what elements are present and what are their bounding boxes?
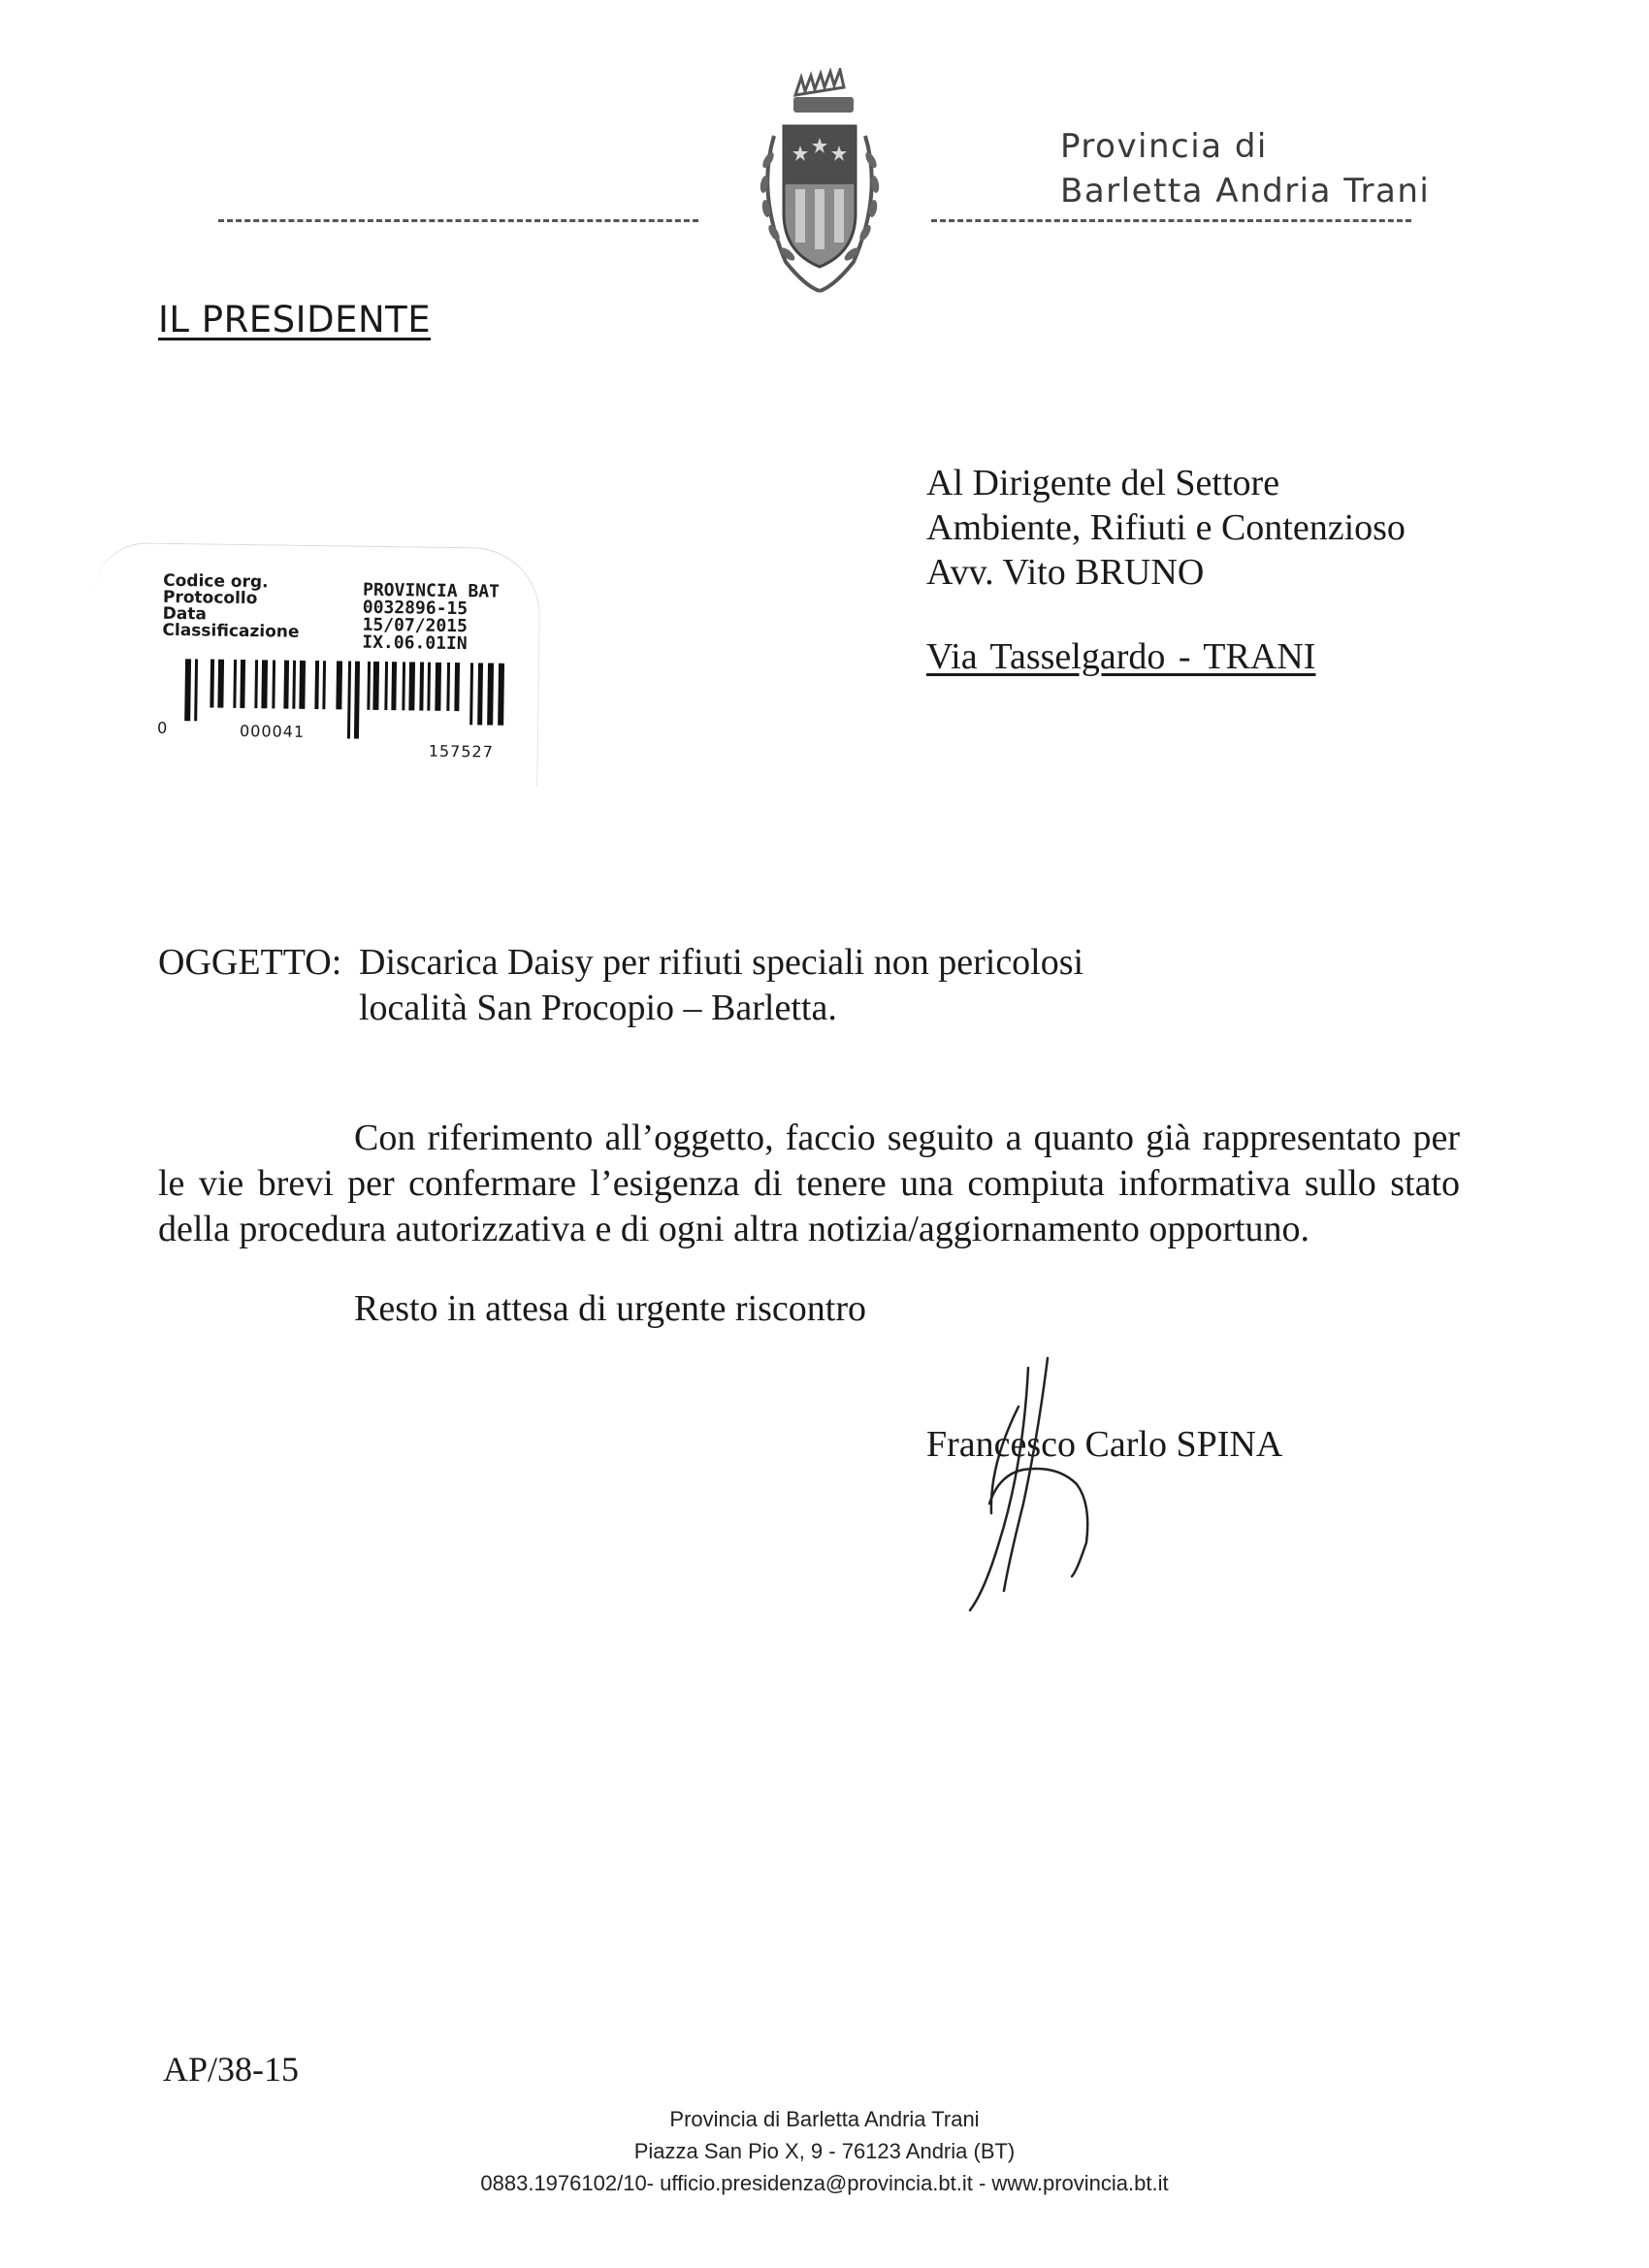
protocol-value: IX.06.01IN [362,632,468,655]
subject-line-2: località San Procopio – Barletta. [359,988,837,1028]
addressee-line-1: Al Dirigente del Settore [926,463,1280,503]
protocol-key: Data [162,603,208,625]
protocol-value: 0032896-15 [362,597,469,620]
addressee-block [926,461,1406,595]
subject-label: OGGETTO: [158,942,342,983]
protocol-label-values [362,579,501,655]
office-title: IL PRESIDENTE [158,299,432,340]
barcode-number-right: 157527 [428,741,494,761]
header-rule-right [931,219,1411,222]
protocol-key: Codice org. [163,570,269,593]
signer-name: Francesco Carlo SPINA [926,1424,1283,1465]
closing-line: Resto in attesa di urgente riscontro [354,1288,867,1329]
barcode-number-left: 000041 [239,721,306,741]
protocol-value: PROVINCIA BAT [362,579,501,602]
handwritten-signature-icon [931,1348,1135,1620]
province-name [1060,124,1430,213]
footer-line-2: Piazza San Pio X, 9 - 76123 Andria (BT) [633,2139,1016,2163]
document-reference: AP/38-15 [163,2050,300,2089]
protocol-key: Classificazione [162,620,300,642]
subject-line-1: Discarica Daisy per rifiuti speciali non pericolosi [359,942,1084,983]
province-line-1: Provincia di [1060,127,1268,166]
protocol-key: Protocollo [162,587,258,609]
addressee-line-2: Ambiente, Rifiuti e Contenzioso [926,507,1406,548]
protocol-label [90,542,540,787]
protocol-label-keys [162,570,300,642]
barcode-icon [163,659,533,741]
header-rule-left [218,219,698,222]
body-paragraph: Con riferimento all’oggetto, faccio seguito a quanto già rappresentato per le vie brevi per confermare l’esigenza di tenere una compiuta informativa sullo stato della procedura autorizzativa e di ogni altra notizia/aggiornamento opportuno. [158,1118,1460,1249]
coat-of-arms-icon [728,68,912,301]
addressee-street: Via Tasselgardo - TRANI [926,636,1316,677]
province-line-2: Barletta Andria Trani [1060,172,1431,211]
footer [0,2103,1649,2199]
protocol-value: 15/07/2015 [362,614,469,637]
barcode-prefix: 0 [156,718,168,737]
footer-line-3: 0883.1976102/10- ufficio.presidenza@provincia.bt.it - www.provincia.bt.it [480,2171,1169,2195]
addressee-line-3: Avv. Vito BRUNO [926,552,1205,593]
footer-line-1: Provincia di Barletta Andria Trani [669,2107,980,2131]
